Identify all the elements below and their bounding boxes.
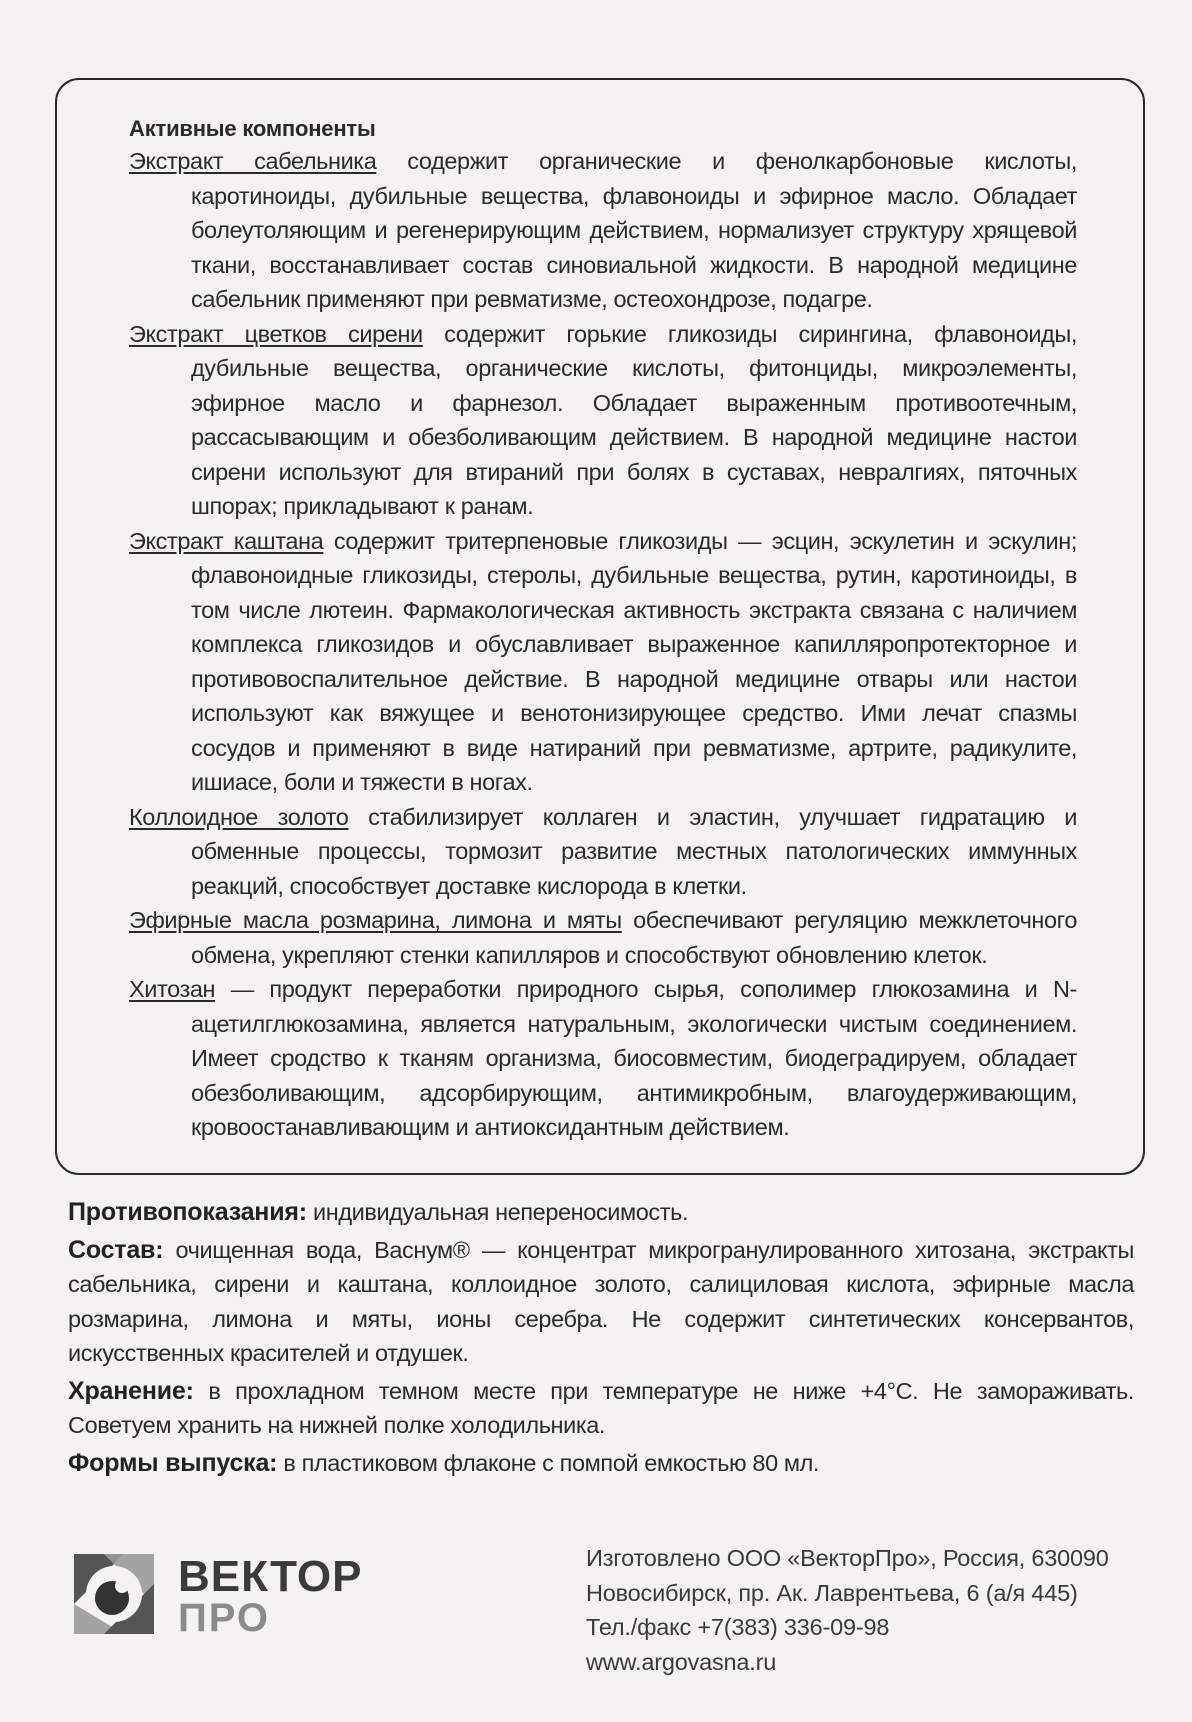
logo-wordmark-top: ВЕКТОР: [178, 1552, 363, 1601]
composition-label: Состав:: [68, 1235, 164, 1264]
vektor-logo-mark-icon: [64, 1544, 164, 1644]
component-term: Коллоидное золото: [129, 803, 349, 830]
component-text: содержит тритерпеновые гликозиды — эсцин, эскулетин и эскулин; флавоноидные гликозиды, стеролы, дубильные вещества, рутин, каротиноиды, в том числе лютеин. Фармакологическая активность экстракта связана с наличием комплекса гликозидов и обуславливает выраженное капилляропротекторное и противовоспалительное действие. В народной медицине отвары или настои используют как вяжущее и венотонизирующее средство. Ими лечат спазмы сосудов и применяют в виде натираний при ревматизме, артрите, радикулите, ишиасе, боли и тяжести в ногах.: [191, 527, 1077, 795]
manufacturer-phone: Тел./факс +7(383) 336-09-98: [586, 1614, 890, 1640]
storage: [68, 1374, 1134, 1443]
component-term: Хитозан: [129, 976, 216, 1002]
manufacturer-address: Новосибирск, пр. Ак. Лаврентьева, 6 (а/я 445): [586, 1579, 1078, 1606]
contraindications: [68, 1195, 1134, 1230]
release-forms-label: Формы выпуска:: [68, 1448, 278, 1477]
vektor-pro-logo: [64, 1538, 404, 1658]
component-term: Экстракт сабельника: [129, 148, 377, 174]
component-paragraph: [129, 903, 1077, 972]
component-text: — продукт переработки природного сырья, сополимер глюкозамина и N-ацетилглюкозамина, является натуральным, экологически чистым соединением. Имеет сродство к тканям организма, биосовместим, биодеградируем, обладает обезболивающим, адсорбирующим, антимикробным, влагоудерживающим, кровоостанавливающим и антиоксидантным действием.: [191, 976, 1077, 1140]
component-text: обеспечивают регуляцию межклеточного обмена, укрепляют стенки капилляров и способствуют обновлению клеток.: [191, 907, 1077, 968]
component-term: Экстракт цветков сирени: [129, 320, 423, 347]
composition: [68, 1233, 1134, 1371]
component-paragraph: [129, 524, 1077, 800]
storage-label: Хранение:: [68, 1376, 194, 1405]
manufacturer-website: www.argovasna.ru: [586, 1648, 777, 1675]
component-paragraph: [129, 144, 1077, 317]
active-components-box: [55, 78, 1145, 1175]
component-paragraph: [129, 800, 1077, 904]
contraindications-text: индивидуальная непереносимость.: [306, 1199, 689, 1225]
manufacturer-info: [586, 1541, 1146, 1679]
contraindications-label: Противопоказания:: [68, 1198, 307, 1226]
component-paragraph: [129, 317, 1077, 524]
active-components-title: Активные компоненты: [129, 116, 376, 141]
product-info-section: [68, 1195, 1134, 1483]
manufacturer-line: Изготовлено ООО «ВекторПро», Россия, 630090: [586, 1545, 1109, 1571]
storage-text: в прохладном темном месте при температуре не ниже +4°С. Не замораживать. Советуем хранить на нижней полке холодильника.: [68, 1377, 1134, 1438]
logo-wordmark-bottom: ПРО: [178, 1596, 271, 1640]
component-term: Эфирные масла розмарина, лимона и мяты: [129, 907, 622, 933]
component-text: стабилизирует коллаген и эластин, улучшает гидратацию и обменные процессы, тормозит развитие местных патологических иммунных реакций, способствует доставке кислорода в клетки.: [191, 803, 1077, 899]
composition-text: очищенная вода, Васнум® — концентрат микрогранулированного хитозана, экстракты сабельника, сирени и каштана, коллоидное золото, салициловая кислота, эфирные масла розмарина, лимона и мяты, ионы серебра. Не содержит синтетических консервантов, искусственных красителей и отдушек.: [68, 1236, 1134, 1366]
component-text: содержит горькие гликозиды сирингина, флавоноиды, дубильные вещества, органические кислоты, фитонциды, микроэлементы, эфирное масло и фарнезол. Обладает выраженным противоотечным, рассасывающим и обезболивающим действием. В народной медицине настои сирени используют для втираний при болях в суставах, невралгиях, пяточных шпорах; прикладывают к ранам.: [191, 320, 1077, 519]
component-term: Экстракт каштана: [129, 527, 324, 554]
component-paragraph: [129, 972, 1077, 1145]
active-components-content: [129, 116, 1077, 1145]
component-text: содержит органические и фенолкарбоновые кислоты, каротиноиды, дубильные вещества, флавоноиды и эфирное масло. Обладает болеутоляющим и регенерирующим действием, нормализует структуру хрящевой ткани, восстанавливает состав синовиальной жидкости. В народной медицине сабельник применяют при ревматизме, остеохондрозе, подагре.: [191, 148, 1077, 312]
release-forms-text: в пластиковом флаконе с помпой емкостью 80 мл.: [277, 1449, 820, 1476]
release-forms: [68, 1446, 1134, 1481]
